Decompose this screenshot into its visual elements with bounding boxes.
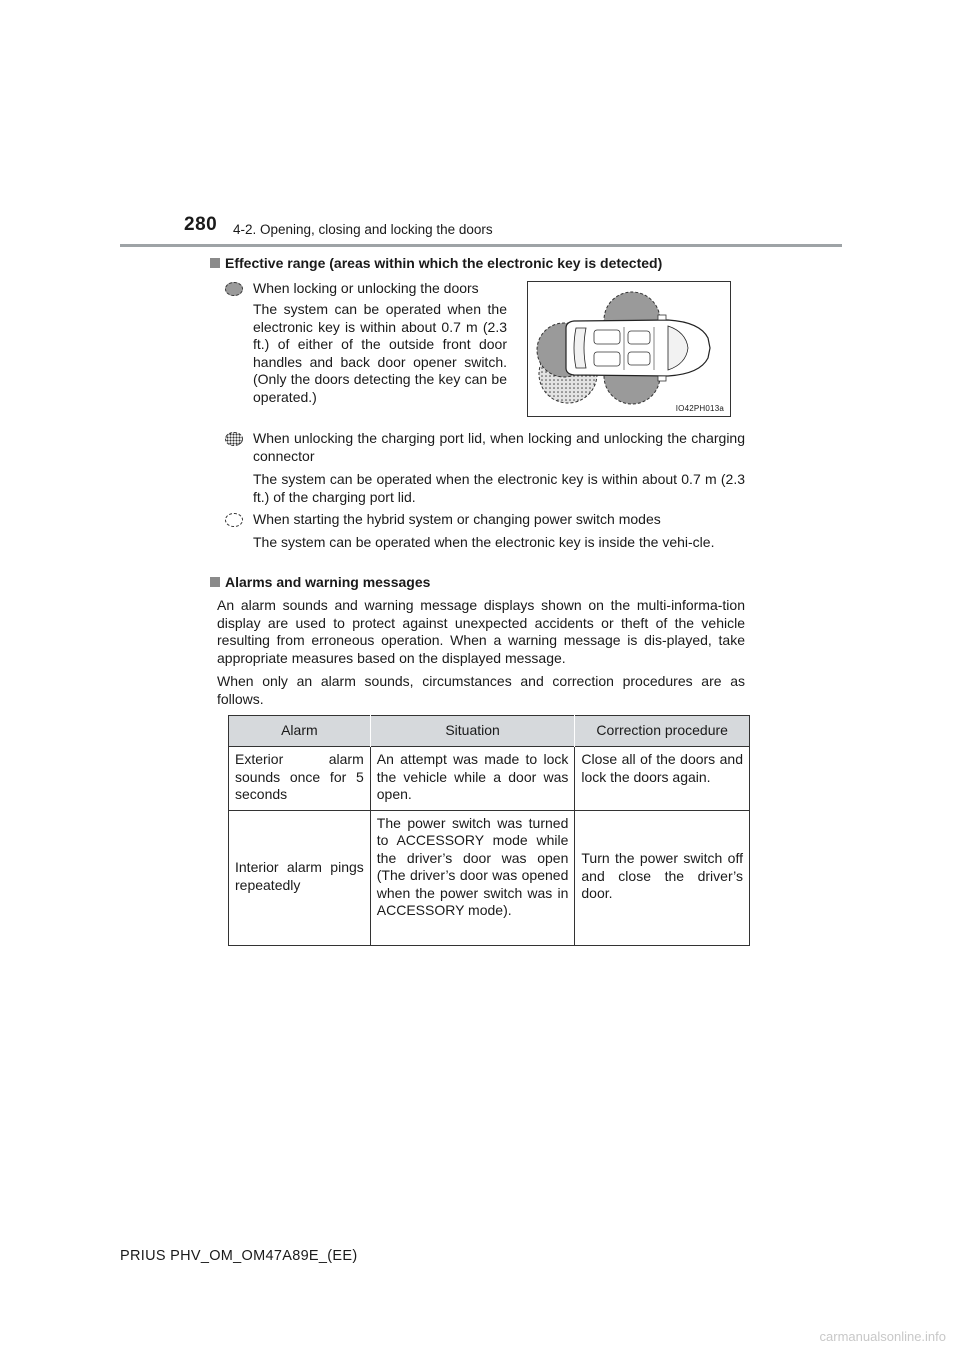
table-cell: Interior alarm pings repeatedly xyxy=(229,810,371,945)
car-top-view-diagram xyxy=(528,282,730,416)
table-cell: An attempt was made to lock the vehicle while a door was open. xyxy=(370,747,575,811)
square-bullet-icon xyxy=(210,577,220,587)
effective-range-heading xyxy=(210,255,662,271)
entry-text-doors: The system can be operated when the electronic key is within about 0.7 m (2.3 ft.) of either of the outside front door handles and back door opener switch. (Only the doors detecting the key can be operated.) xyxy=(253,301,507,405)
entry-title-charging: When unlocking the charging port lid, when locking and unlocking the charging connector xyxy=(253,430,745,464)
alarms-heading xyxy=(210,574,430,590)
entry-title-hybrid: When starting the hybrid system or changing power switch modes xyxy=(253,511,661,527)
entry-title-doors: When locking or unlocking the doors xyxy=(253,280,479,296)
watermark: carmanualsonline.info xyxy=(819,1329,946,1344)
entry-text-charging: The system can be operated when the electronic key is within about 0.7 m (2.3 ft.) of the charging port lid. xyxy=(253,471,745,505)
charging-port-range-marker-icon xyxy=(225,432,243,446)
table-header-row xyxy=(229,716,750,747)
table-row xyxy=(229,747,750,811)
table-cell: The power switch was turned to ACCESSORY mode while the driver’s door was open (The driver’s door was opened when the power switch was in ACCESSORY mode). xyxy=(370,810,575,945)
column-header: Alarm xyxy=(229,716,371,747)
alarms-paragraph-2: When only an alarm sounds, circumstances and correction procedures are as follows. xyxy=(217,673,745,707)
footer-model-code: PRIUS PHV_OM_OM47A89E_(EE) xyxy=(120,1248,358,1264)
section-title: 4-2. Opening, closing and locking the doors xyxy=(233,222,493,237)
header-rule xyxy=(120,244,842,247)
alarms-paragraph-1: An alarm sounds and warning message displays shown on the multi-informa-tion display are used to protect against unexpected accidents or theft of the vehicle resulting from erroneous operation. When a warning message is dis-played, take appropriate measures based on the displayed message. xyxy=(217,597,745,666)
heading-text: Alarms and warning messages xyxy=(225,574,431,590)
square-bullet-icon xyxy=(210,258,220,268)
entry-text-hybrid: The system can be operated when the electronic key is inside the vehi-cle. xyxy=(253,534,715,550)
table-row xyxy=(229,810,750,945)
door-range-marker-icon xyxy=(225,282,243,296)
table-cell: Exterior alarm sounds once for 5 seconds xyxy=(229,747,371,811)
interior-range-marker-icon xyxy=(225,513,243,527)
page-number: 280 xyxy=(184,214,218,235)
column-header: Situation xyxy=(370,716,575,747)
detection-range-figure xyxy=(527,281,731,417)
heading-text: Effective range (areas within which the electronic key is detected) xyxy=(225,255,663,271)
table-cell: Turn the power switch off and close the driver’s door. xyxy=(575,810,750,945)
table-cell: Close all of the doors and lock the doors again. xyxy=(575,747,750,811)
column-header: Correction procedure xyxy=(575,716,750,747)
figure-code: IO42PH013a xyxy=(675,404,724,413)
alarm-table xyxy=(228,715,750,946)
